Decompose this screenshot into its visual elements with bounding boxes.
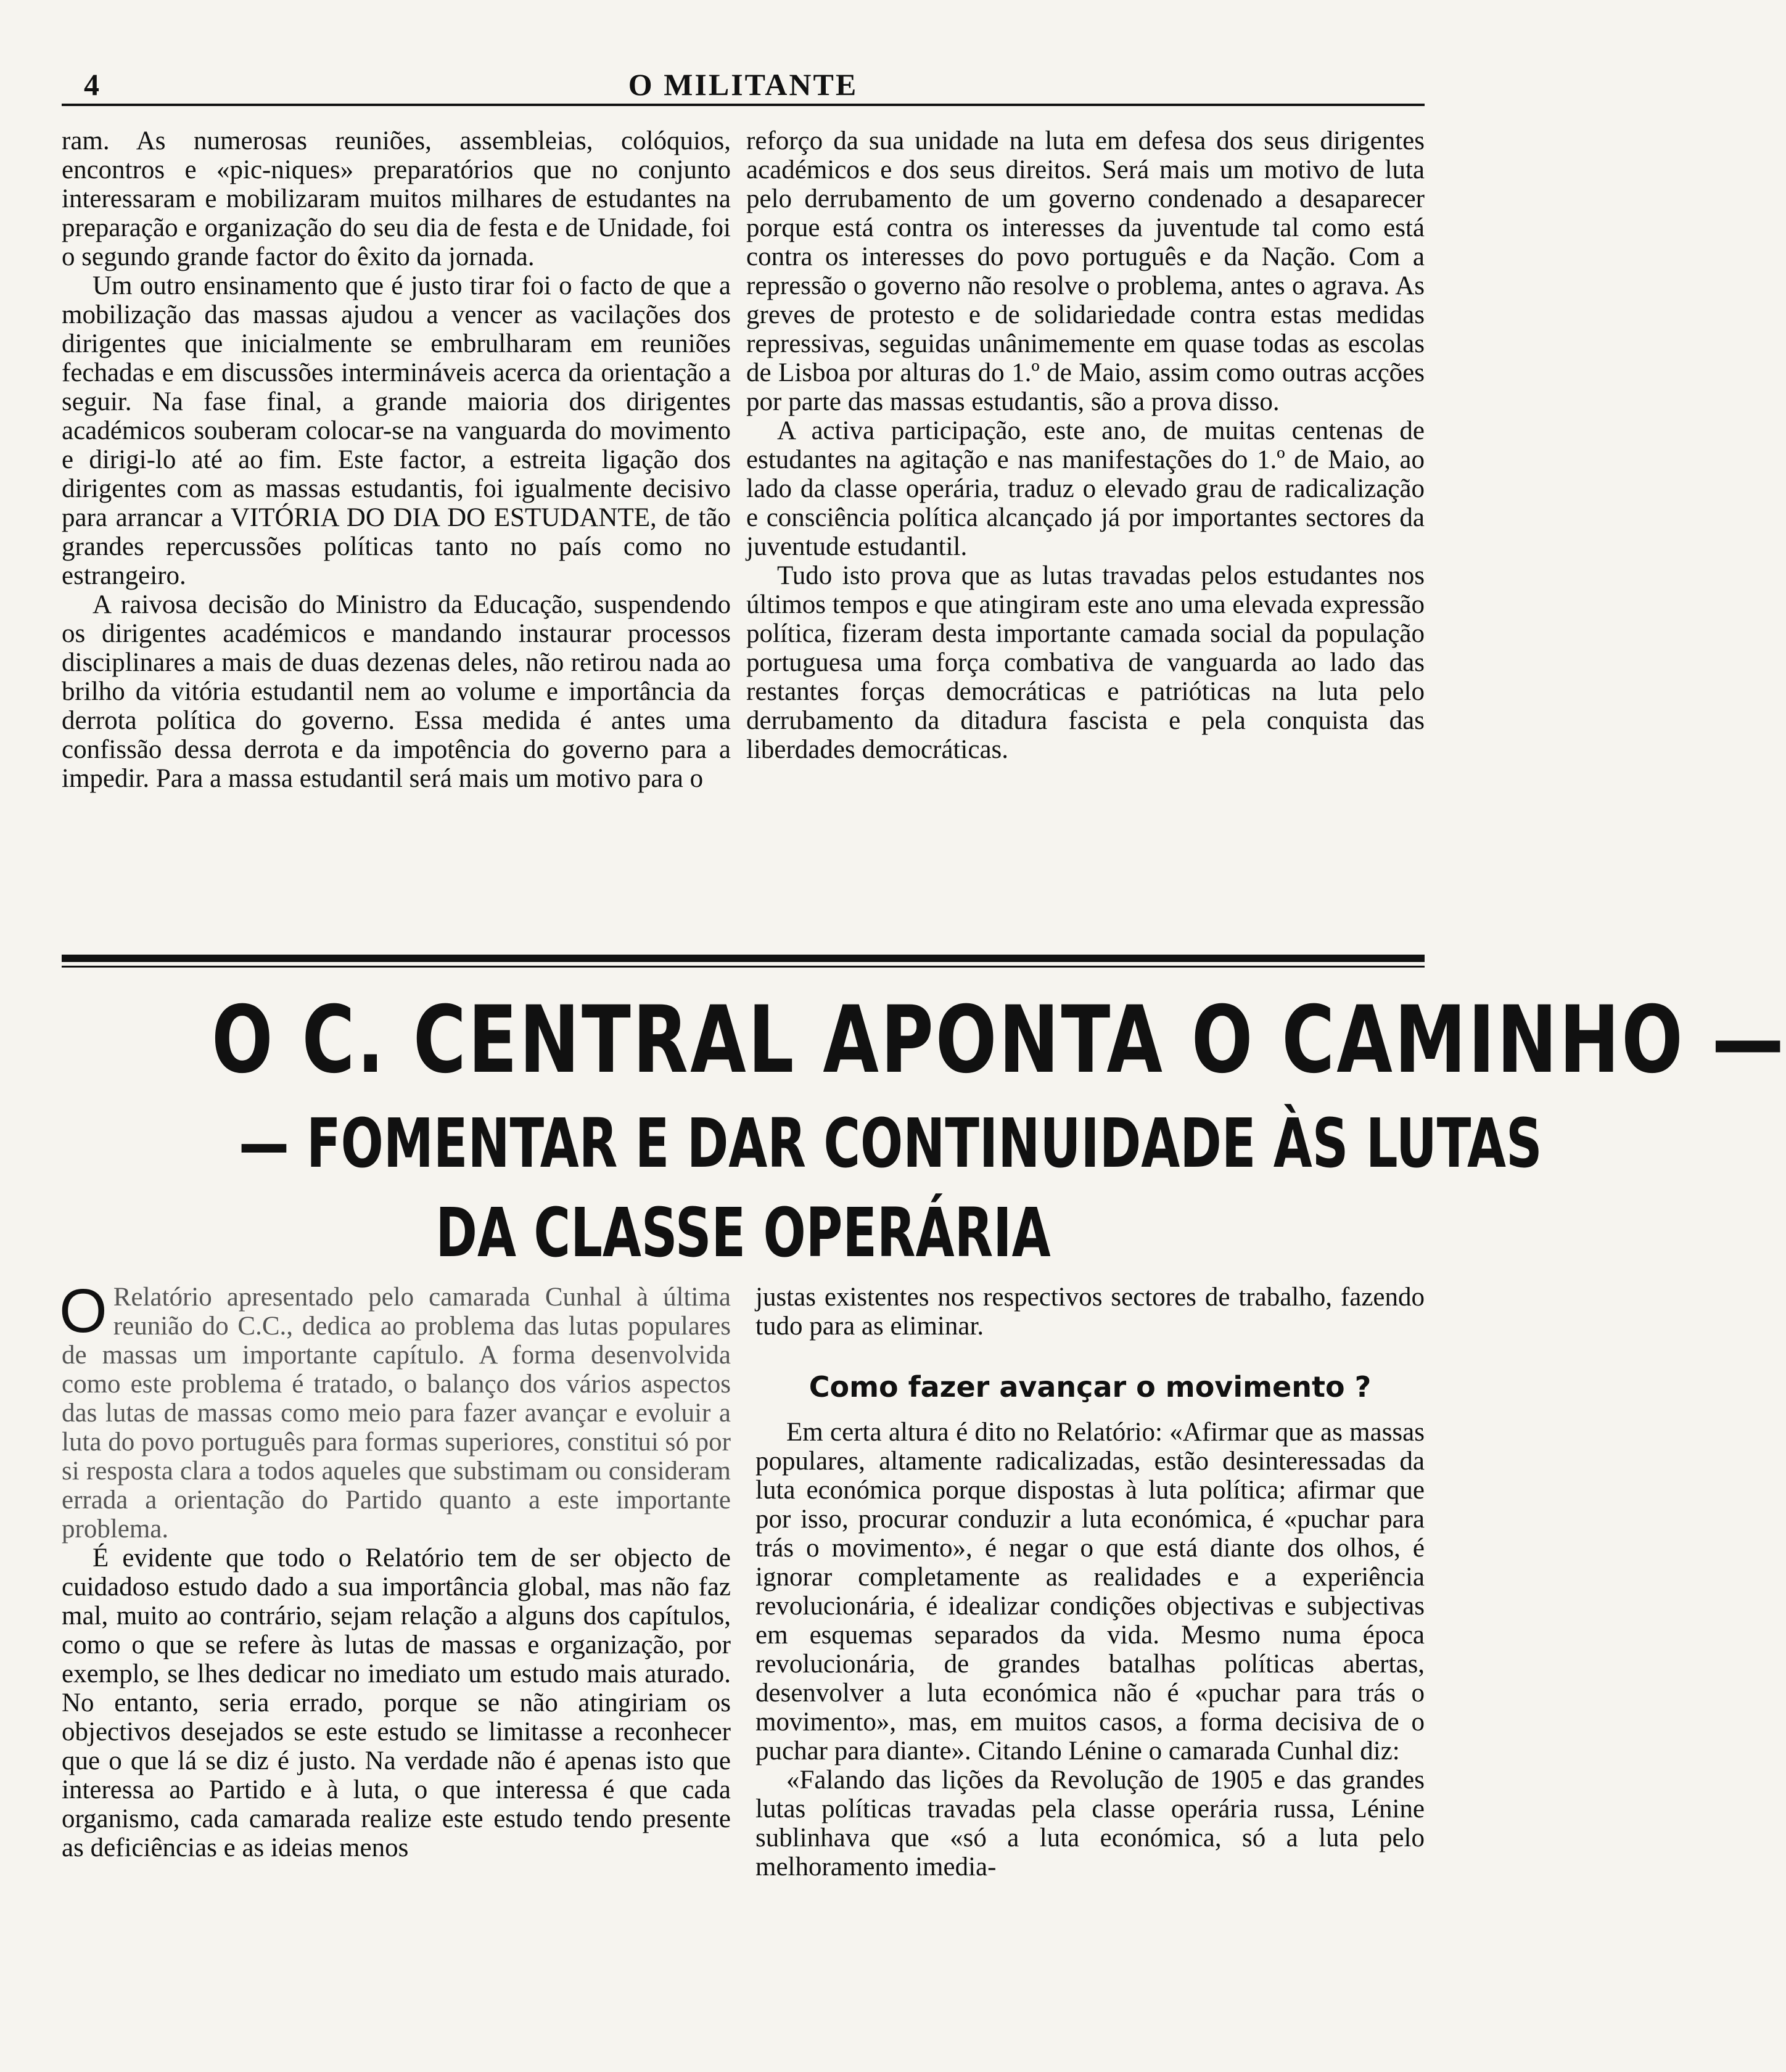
article1-left-paragraph-3: A raivosa decisão do Ministro da Educação, suspendendo os dirigentes académicos e mandando instaurar processos disciplinares a mais de duas dezenas deles, não retirou nada ao brilho da vitória estudantil nem ao volume e importância da derrota política do governo. Essa medida é antes uma confissão dessa derrota e da impotência do governo para a impedir. Para a massa estudantil será mais um motivo para o [62, 590, 731, 793]
article1-left-column [62, 126, 731, 793]
article2-right-intro: justas existentes nos respectivos sectores de trabalho, fazendo tudo para as eliminar. [755, 1283, 1425, 1341]
article1-left-paragraph-2: Um outro ensinamento que é justo tirar foi o facto de que a mobilização das massas ajudou a vencer as vacilações dos dirigentes que inicialmente se embrulharam em reuniões fechadas e em discussões intermináveis acerca da orientação a seguir. Na fase final, a grande maioria dos dirigentes académicos souberam colocar-se na vanguarda do movimento e dirigi-lo até ao fim. Este factor, a estreita ligação dos dirigentes com as massas estudantis, foi igualmente decisivo para arrancar a VITÓRIA DO DIA DO ESTUDANTE, de tão grandes repercussões políticas tanto no país como no estrangeiro. [62, 271, 731, 590]
page-header [62, 62, 1425, 106]
article1-right-paragraph-1: reforço da sua unidade na luta em defesa dos seus dirigentes académicos e dos seus direitos. Será mais um motivo de luta pelo derrubamento de um governo condenado a desaparecer porque está contra os interesses da juventude tal como está contra os interesses do povo português e da Nação. Com a repressão o governo não resolve o problema, antes o agrava. As greves de protesto e de solidariedade contra estas medidas repressivas, seguidas unânimemente em quase todas as escolas de Lisboa por alturas do 1.º de Maio, assim como outras acções por parte das massas estudantis, são a prova disso. [746, 126, 1425, 416]
article2-right-paragraph-1: Em certa altura é dito no Relatório: «Afirmar que as massas populares, altamente radicalizadas, estão desinteressadas da luta económica porque dispostas à luta política; afirmar que por isso, procurar conduzir a luta económica, é «puchar para trás o movimento», é negar o que está diante dos olhos, é ignorar completamente as realidades e a experiência revolucionária, é idealizar condições objectivas e subjectivas em esquemas separados da vida. Mesmo numa época revolucionária, de grandes batalhas políticas abertas, desenvolver a luta económica não é «puchar para trás o movimento», mas, em muitos casos, a forma decisiva de o puchar para diante». Citando Lénine o camarada Cunhal diz: [755, 1418, 1425, 1766]
article2-right-paragraph-2: «Falando das lições da Revolução de 1905 e das grandes lutas políticas travadas pela classe operária russa, Lénine sublinhava que «só a luta económica, só a luta pelo melhoramento imedia- [755, 1766, 1425, 1881]
headline-line-1: O C. CENTRAL APONTA O CAMINHO — [212, 987, 1786, 1094]
article1-right-column [746, 126, 1425, 764]
subheading: Como fazer avançar o movimento ? [809, 1370, 1372, 1404]
article2-left-column [59, 1276, 731, 1862]
drop-cap: O [59, 1276, 107, 1346]
page-number: 4 [84, 67, 99, 102]
first-paragraph-text: Relatório apresentado pelo camarada Cunhal à última reunião do C.C., dedica ao problema das lutas populares de massas um importante capítulo. A forma desenvolvida como este problema é tratado, o balanço dos vários aspectos das lutas de massas como meio para fazer avançar e evoluir a luta do povo português para formas superiores, constitui só por si resposta clara a todos aqueles que substimam ou consideram errada a orientação do Partido quanto a este importante problema. [62, 1283, 731, 1544]
headline-line-2: — FOMENTAR E DAR CONTINUIDADE ÀS LUTAS [239, 1104, 1542, 1183]
article1-left-paragraph-1: ram. As numerosas reuniões, assembleias, colóquios, encontros e «pic-niques» preparatórios que no conjunto interessaram e mobilizaram muitos milhares de estudantes na preparação e organização do seu dia de festa e de Unidade, foi o segundo grande factor do êxito da jornada. [62, 126, 731, 271]
header-rule [62, 104, 1425, 106]
article2-first-paragraph [59, 1276, 731, 1544]
section-divider-thin [62, 966, 1425, 968]
article2-left-paragraph-2: É evidente que todo o Relatório tem de ser objecto de cuidadoso estudo dado a sua importância global, mas não faz mal, muito ao contrário, sejam relação a alguns dos capítulos, como o que se refere às lutas de massas e organização, por exemplo, se lhes dedicar no imediato um estudo mais aturado. No entanto, seria errado, porque se não atingiriam os objectivos desejados se este estudo se limitasse a reconhecer que o que lá se diz é justo. Na verdade não é apenas isto que interessa ao Partido e à luta, o que interessa é que cada organismo, cada camarada realize este estudo tendo presente as deficiências e as ideias menos [62, 1544, 731, 1862]
article1-right-paragraph-3: Tudo isto prova que as lutas travadas pelos estudantes nos últimos tempos e que atingiram este ano uma elevada expressão política, fizeram desta importante camada social da população portuguesa uma força combativa de vanguarda ao lado das restantes forças democráticas e patrióticas na luta pelo derrubamento da ditadura fascista e pela conquista das liberdades democráticas. [746, 561, 1425, 764]
headline-line-3: DA CLASSE OPERÁRIA [435, 1193, 1051, 1272]
article2-right-column [755, 1283, 1425, 1881]
section-divider-thick [62, 955, 1425, 962]
article1-right-paragraph-2: A activa participação, este ano, de muitas centenas de estudantes na agitação e nas manifestações do 1.º de Maio, ao lado da classe operária, traduz o elevado grau de radicalização e consciência política alcançado já por importantes sectores da juventude estudantil. [746, 416, 1425, 561]
masthead-title: O MILITANTE [628, 67, 858, 102]
